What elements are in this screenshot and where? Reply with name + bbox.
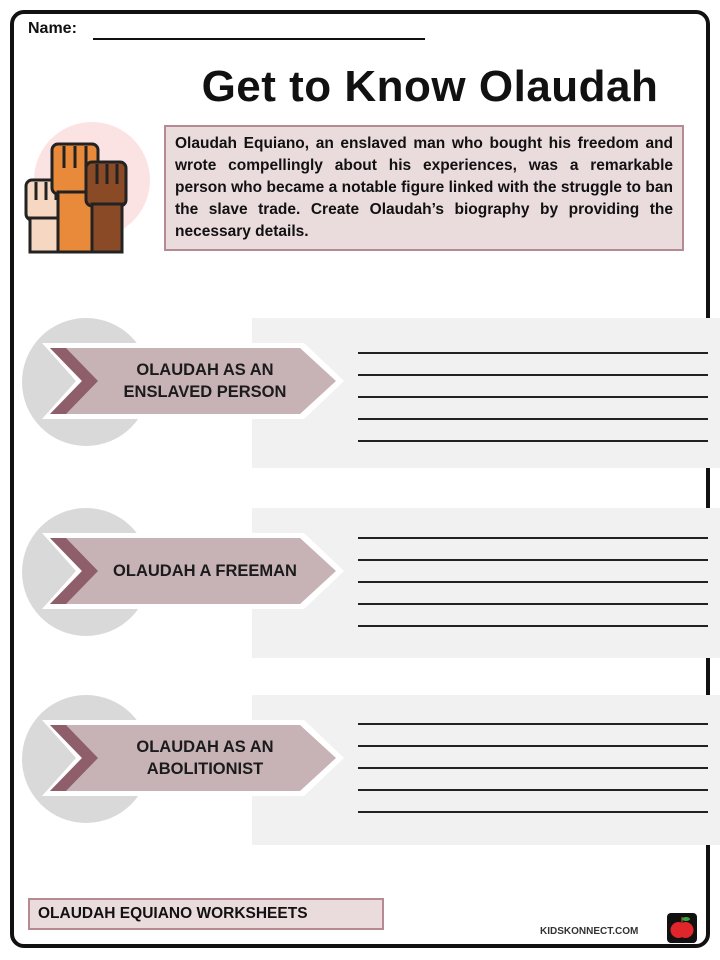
section-abolitionist: [22, 695, 702, 855]
page-title: Get to Know Olaudah: [201, 62, 659, 111]
name-field[interactable]: [93, 38, 425, 40]
section-label: OLAUDAH AS AN ABOLITIONIST: [136, 738, 274, 778]
section-label: OLAUDAH AS AN ENSLAVED PERSON: [123, 361, 287, 401]
section-label: OLAUDAH A FREEMAN: [113, 562, 297, 580]
intro-text: Olaudah Equiano, an enslaved man who bought his freedom and wrote compellingly about his experiences, was a remarkable person who became a notable figure linked with the struggle to ban the slave trade. Create Olaudah’s biography by providing the necessary details.: [164, 125, 684, 251]
writing-lines[interactable]: [358, 352, 708, 462]
section-freeman: [22, 508, 702, 668]
writing-lines[interactable]: [358, 723, 708, 833]
raised-fists-icon: [22, 122, 152, 257]
apple-icon: [666, 912, 698, 944]
worksheet-label: OLAUDAH EQUIANO WORKSHEETS: [28, 898, 384, 930]
section-enslaved: [22, 318, 702, 478]
name-label: Name:: [28, 20, 77, 37]
writing-lines[interactable]: [358, 537, 708, 647]
brand-text: KIDSKONNECT.COM: [540, 926, 639, 937]
